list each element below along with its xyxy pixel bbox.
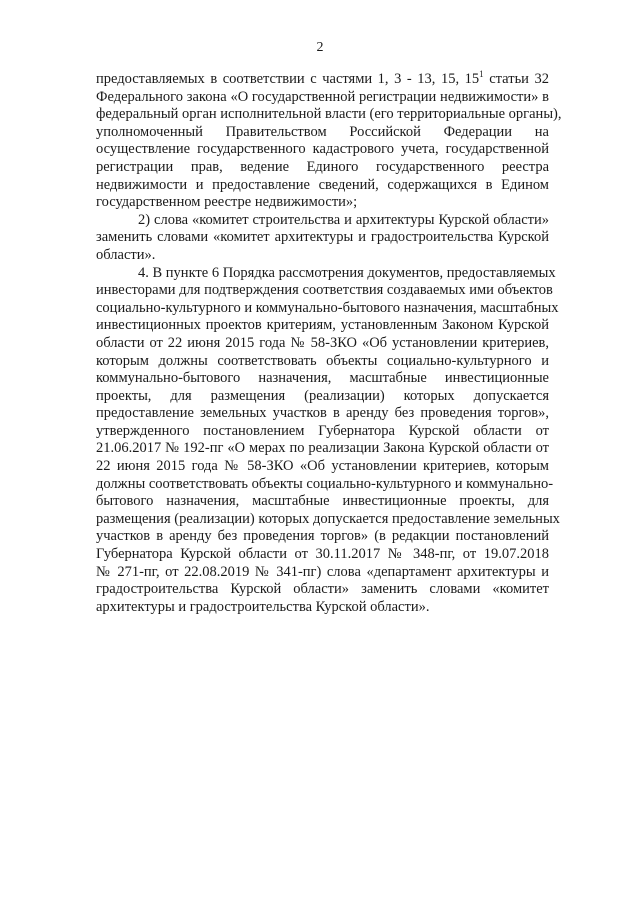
line-text: должны соответствовать объекты социально-культурного и коммунально-	[96, 475, 554, 492]
text-line	[96, 581, 549, 599]
line-text: размещения (реализации) которых допускается предоставление земельных	[96, 510, 560, 527]
line-text: уполномоченный Правительством Российской Федерации на	[96, 123, 549, 140]
text-line	[96, 370, 549, 388]
text-line	[96, 528, 549, 546]
text-line	[96, 106, 562, 124]
line-text: осуществление государственного кадастрового учета, государственной	[96, 141, 549, 158]
text-line	[96, 264, 556, 283]
text-line	[96, 177, 549, 195]
line-text: предоставление земельных участков в аренду без проведения торгов»,	[96, 405, 549, 422]
line-text: Федерального закона «О государственной регистрации недвижимости» в	[96, 88, 549, 105]
text-line	[96, 423, 549, 441]
text-line	[96, 194, 549, 212]
text-line	[96, 405, 549, 423]
superscript: 1	[479, 69, 484, 80]
text-line	[96, 317, 549, 335]
line-text-tail: статьи 32	[483, 71, 549, 87]
text-line	[96, 247, 549, 265]
line-text: 2) слова «комитет строительства и архитектуры Курской области»	[138, 211, 549, 228]
text-line	[96, 71, 549, 89]
text-line	[96, 458, 549, 476]
text-line	[96, 493, 549, 511]
line-text: области от 22 июня 2015 года № 58-ЗКО «Об установлении критериев,	[96, 334, 549, 351]
line-text: заменить словами «комитет архитектуры и градостроительства Курской	[96, 229, 549, 246]
line-text: 22 июня 2015 года № 58-ЗКО «Об установлении критериев, которым	[96, 458, 549, 475]
line-text: 21.06.2017 № 192-пг «О мерах по реализации Закона Курской области от	[96, 440, 549, 457]
text-line	[96, 388, 549, 406]
line-text: градостроительства Курской области» заменить словами «комитет	[96, 581, 549, 598]
line-text: инвестиционных проектов критериям, установленным Законом Курской	[96, 317, 549, 334]
text-line	[96, 353, 549, 371]
line-text: инвесторами для подтверждения соответствия создаваемых ими объектов	[96, 282, 553, 299]
paragraph	[96, 212, 549, 265]
paragraph	[96, 69, 562, 212]
line-text: утвержденного постановлением Губернатора Курской области от	[96, 422, 549, 439]
text-line	[96, 599, 549, 617]
text-line	[96, 141, 549, 159]
text-line	[96, 546, 549, 564]
text-line	[96, 564, 549, 582]
line-text: недвижимости и предоставление сведений, содержащихся в Едином	[96, 176, 549, 193]
text-line	[96, 510, 560, 529]
line-text: федеральный орган исполнительной власти (его территориальные органы),	[96, 106, 562, 123]
line-text: государственном реестре недвижимости»;	[96, 194, 358, 211]
text-line	[96, 440, 549, 458]
line-text: бытового назначения, масштабные инвестиционные проекты, для	[96, 493, 549, 510]
line-text: № 271-пг, от 22.08.2019 № 341-пг) слова «департамент архитектуры и	[96, 563, 549, 580]
text-line	[96, 335, 549, 353]
line-text: архитектуры и градостроительства Курской области».	[96, 598, 430, 615]
line-text: регистрации прав, ведение Единого государственного реестра	[96, 158, 549, 175]
text-line	[96, 212, 549, 230]
line-text: которым должны соответствовать объекты социально-культурного и	[96, 352, 549, 369]
text-line	[96, 299, 559, 318]
text-line	[96, 282, 553, 300]
text-line	[96, 159, 549, 177]
text-line	[96, 229, 549, 247]
document-body	[96, 69, 562, 616]
line-text: Губернатора Курской области от 30.11.2017 № 348-пг, от 19.07.2018	[96, 546, 549, 563]
line-text: проекты, для размещения (реализации) которых допускается	[96, 387, 549, 404]
line-text: социально-культурного и коммунально-бытового назначения, масштабных	[96, 299, 559, 316]
line-text: области».	[96, 246, 156, 263]
line-text: 4. В пункте 6 Порядка рассмотрения документов, предоставляемых	[138, 264, 556, 281]
text-line	[96, 124, 549, 142]
page-number: 2	[316, 40, 324, 55]
paragraph	[96, 264, 560, 617]
line-text: предоставляемых в соответствии с частями 1, 3 - 13, 15, 15	[96, 71, 480, 87]
line-text: коммунально-бытового назначения, масштабные инвестиционные	[96, 370, 549, 387]
text-line	[96, 475, 554, 494]
line-text: участков в аренду без проведения торгов» (в редакции постановлений	[96, 528, 549, 545]
text-line	[96, 89, 549, 107]
